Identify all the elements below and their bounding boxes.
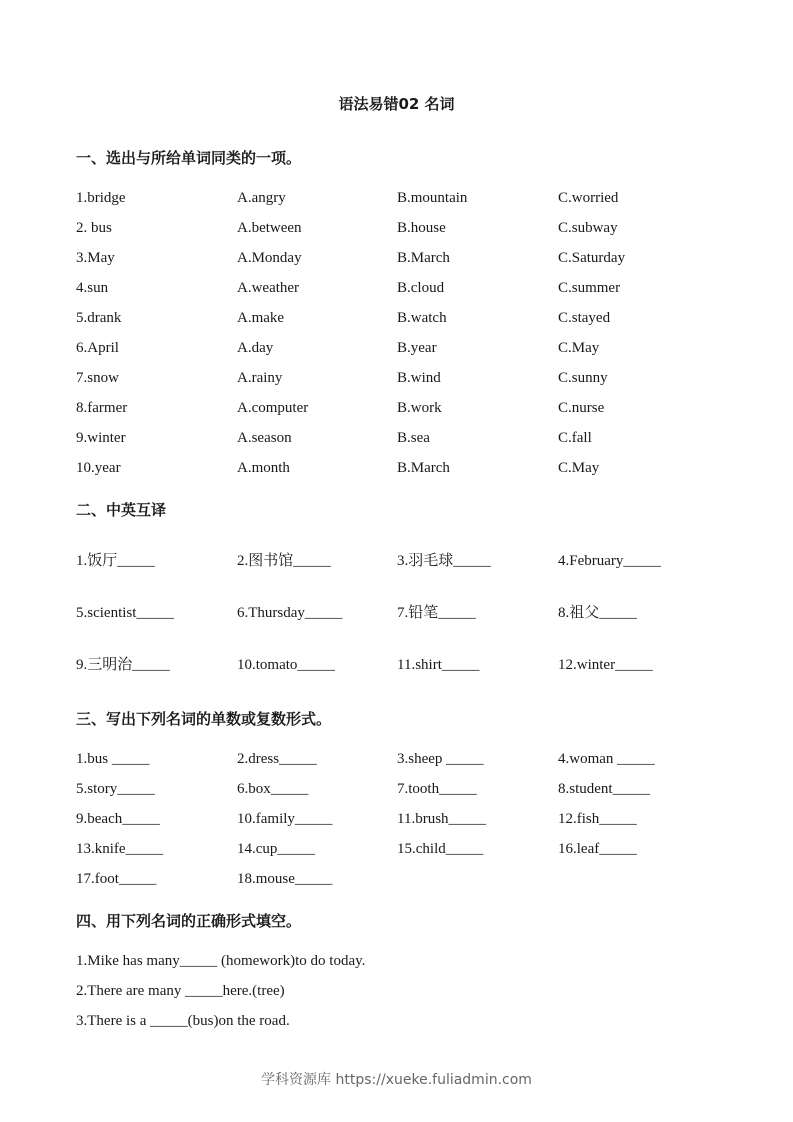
option-b: B.house	[397, 220, 446, 236]
option-a: A.season	[237, 430, 292, 446]
option-c: C.May	[558, 460, 600, 476]
question-row	[76, 277, 736, 299]
option-c: C.fall	[558, 430, 592, 446]
word-form-item: 14.cup_____	[237, 841, 315, 857]
section-1-heading: 一、选出与所给单词同类的一项。	[76, 149, 302, 167]
translation-row	[76, 654, 736, 676]
question-word: 3.May	[76, 250, 115, 266]
question-word: 10.year	[76, 460, 121, 476]
option-c: C.summer	[558, 280, 621, 296]
translation-item: 11.shirt_____	[397, 657, 480, 673]
question-row	[76, 337, 736, 359]
fill-in-sentence: 3.There is a _____(bus)on the road.	[76, 1013, 290, 1029]
word-form-item: 1.bus _____	[76, 751, 150, 767]
word-form-item: 13.knife_____	[76, 841, 164, 857]
option-b: B.work	[397, 400, 442, 416]
word-form-item: 2.dress_____	[237, 751, 317, 767]
option-b: B.cloud	[397, 280, 445, 296]
translation-item: 1.饭厅_____	[76, 553, 155, 569]
option-a: A.rainy	[237, 370, 283, 386]
option-c: C.stayed	[558, 310, 611, 326]
word-form-item: 3.sheep _____	[397, 751, 484, 767]
option-a: A.month	[237, 460, 290, 476]
translation-item: 9.三明治_____	[76, 657, 170, 673]
section-4-heading: 四、用下列名词的正确形式填空。	[76, 912, 302, 930]
translation-item: 3.羽毛球_____	[397, 553, 491, 569]
word-form-item: 9.beach_____	[76, 811, 160, 827]
option-a: A.computer	[237, 400, 309, 416]
word-form-row	[76, 748, 736, 770]
option-b: B.year	[397, 340, 437, 356]
question-row	[76, 307, 736, 329]
option-c: C.Saturday	[558, 250, 626, 266]
option-c: C.sunny	[558, 370, 608, 386]
word-form-row	[76, 808, 736, 830]
option-b: B.March	[397, 250, 450, 266]
option-c: C.worried	[558, 190, 619, 206]
question-word: 5.drank	[76, 310, 122, 326]
translation-item: 10.tomato_____	[237, 657, 335, 673]
option-b: B.mountain	[397, 190, 468, 206]
section-2-heading: 二、中英互译	[76, 501, 167, 519]
question-row	[76, 367, 736, 389]
word-form-item: 18.mouse_____	[237, 871, 333, 887]
option-c: C.May	[558, 340, 600, 356]
option-a: A.make	[237, 310, 285, 326]
word-form-item: 8.student_____	[558, 781, 651, 797]
option-a: A.weather	[237, 280, 300, 296]
word-form-item: 7.tooth_____	[397, 781, 477, 797]
question-row	[76, 187, 736, 209]
word-form-item: 12.fish_____	[558, 811, 637, 827]
question-word: 7.snow	[76, 370, 119, 386]
question-row	[76, 427, 736, 449]
option-a: A.Monday	[237, 250, 302, 266]
option-a: A.day	[237, 340, 274, 356]
question-row	[76, 217, 736, 239]
translation-item: 7.铅笔_____	[397, 605, 476, 621]
question-word: 6.April	[76, 340, 119, 356]
section-3-heading: 三、写出下列名词的单数或复数形式。	[76, 710, 332, 728]
question-word: 8.farmer	[76, 400, 128, 416]
option-c: C.nurse	[558, 400, 605, 416]
word-form-item: 10.family_____	[237, 811, 333, 827]
question-row	[76, 457, 736, 479]
option-b: B.watch	[397, 310, 447, 326]
question-word: 1.bridge	[76, 190, 126, 206]
question-row	[76, 247, 736, 269]
translation-item: 5.scientist_____	[76, 605, 174, 621]
translation-item: 6.Thursday_____	[237, 605, 343, 621]
question-row	[76, 397, 736, 419]
translation-row	[76, 602, 736, 624]
word-form-row	[76, 868, 736, 890]
question-word: 2. bus	[76, 220, 112, 236]
word-form-item: 11.brush_____	[397, 811, 487, 827]
fill-in-sentence: 2.There are many _____here.(tree)	[76, 983, 285, 999]
word-form-item: 15.child_____	[397, 841, 484, 857]
option-b: B.sea	[397, 430, 430, 446]
word-form-item: 17.foot_____	[76, 871, 157, 887]
translation-item: 4.February_____	[558, 553, 661, 569]
question-word: 4.sun	[76, 280, 109, 296]
word-form-row	[76, 778, 736, 800]
word-form-row	[76, 838, 736, 860]
translation-item: 2.图书馆_____	[237, 553, 331, 569]
option-b: B.March	[397, 460, 450, 476]
word-form-item: 16.leaf_____	[558, 841, 637, 857]
option-c: C.subway	[558, 220, 618, 236]
fill-in-sentence: 1.Mike has many_____ (homework)to do today.	[76, 953, 366, 969]
word-form-item: 5.story_____	[76, 781, 155, 797]
option-a: A.between	[237, 220, 302, 236]
translation-item: 12.winter_____	[558, 657, 653, 673]
word-form-item: 4.woman _____	[558, 751, 655, 767]
translation-row	[76, 550, 736, 572]
translation-item: 8.祖父_____	[558, 605, 637, 621]
word-form-item: 6.box_____	[237, 781, 309, 797]
option-b: B.wind	[397, 370, 441, 386]
footer-watermark: 学科资源库 https://xueke.fuliadmin.com	[261, 1072, 532, 1088]
question-word: 9.winter	[76, 430, 126, 446]
option-a: A.angry	[237, 190, 286, 206]
page-title: 语法易错02 名词	[338, 95, 455, 113]
